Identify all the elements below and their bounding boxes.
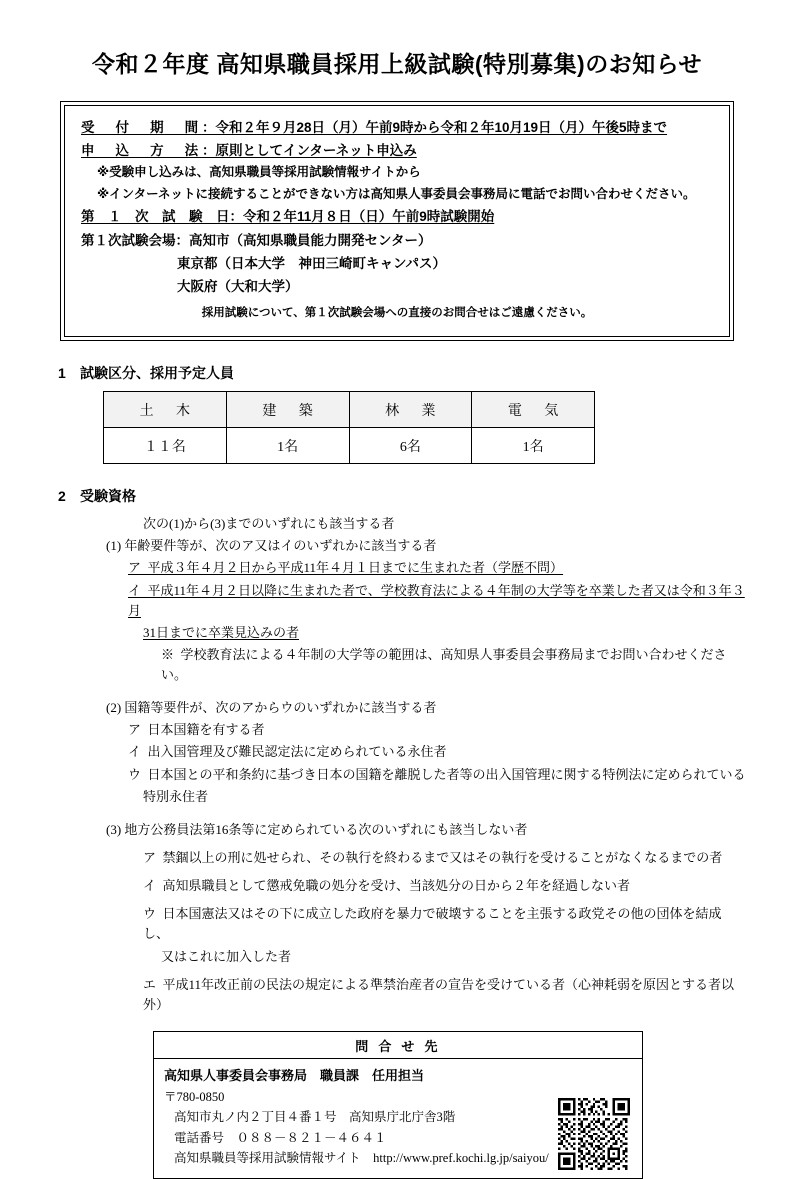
eligibility-item-2-text: 国籍等要件が、次のアからウのいずれかに該当する者 (124, 700, 437, 716)
contact-title: 問 合 せ 先 (154, 1032, 642, 1059)
eligibility-item-2-sub-b-marker: イ (128, 744, 142, 760)
qr-code-icon (558, 1098, 630, 1170)
section-1-heading (58, 363, 746, 383)
eligibility-item-3-marker: (3) (106, 821, 122, 837)
eligibility-item-1-note (161, 645, 746, 685)
eligibility-item-1-sub-b (128, 581, 746, 621)
eligibility-item-3-sub-d (143, 975, 746, 1015)
eligibility-item-1-sub-a (128, 558, 746, 578)
eligibility-item-2 (106, 698, 746, 718)
eligibility-item-1-note-marker: ※ (161, 646, 175, 662)
notice-line-venue-tokyo: 東京都（日本大学 神田三崎町キャンパス） (177, 255, 447, 271)
notice-label-application: 申 込 方 法 (81, 143, 202, 159)
eligibility-item-1-text: 年齢要件等が、次のア又はイのいずれかに該当する者 (124, 538, 437, 554)
section-1-title: 試験区分、採用予定人員 (80, 365, 234, 382)
eligibility-item-3-sub-c-marker: ウ (143, 906, 157, 922)
notice-label-venue: 第１次試験会場 (81, 232, 176, 248)
eligibility-item-3-sub-d-marker: エ (143, 976, 157, 992)
eligibility-item-3-sub-a-text: 禁錮以上の刑に処せられ、その執行を終わるまで又はその執行を受けることがなくなるまでの者 (162, 850, 723, 866)
eligibility-item-2-sub-a (128, 720, 746, 740)
eligibility-item-1-marker: (1) (106, 538, 122, 554)
table-cell-electrical-count: 1名 (472, 428, 595, 464)
eligibility-item-3-sub-d-text: 平成11年改正前の民法の規定による準禁治産者の宣告を受けている者（心神耗弱を原因とする者以外） (143, 976, 735, 1012)
eligibility-item-3-sub-a (143, 848, 746, 868)
notice-line-exam-date (81, 205, 713, 228)
table-cell-architecture-count: 1名 (226, 428, 349, 464)
job-categories-table (103, 391, 595, 464)
eligibility-item-2-sub-b (128, 742, 746, 762)
notice-label-exam-date: 第 １ 次 試 験 日 (81, 209, 230, 225)
notice-line-application (81, 139, 713, 162)
notice-text-application: ：原則としてインターネット申込み (201, 143, 417, 159)
notice-line-note1: ※受験申し込みは、高知県職員等採用試験情報サイトから (97, 165, 421, 180)
table-row (104, 428, 595, 464)
eligibility-item-2-sub-a-marker: ア (128, 722, 142, 738)
eligibility-item-1-sub-b-text: 平成11年４月２日以降に生まれた者で、学校教育法による４年制の大学等を卒業した者又は令和３年３月 (128, 582, 745, 618)
eligibility-item-1 (106, 536, 746, 556)
table-cell-forestry-count: 6名 (349, 428, 472, 464)
table-header-civil: 土 木 (104, 392, 227, 428)
contact-phone: 電話番号 ０８８－８２１－４６４１ (174, 1130, 387, 1145)
table-cell-civil-count: １１名 (104, 428, 227, 464)
notice-box (60, 101, 734, 341)
eligibility-item-1-sub-b-cont: 31日までに卒業見込みの者 (143, 624, 300, 640)
contact-address: 高知市丸ノ内２丁目４番１号 高知県庁北庁舎3階 (174, 1110, 456, 1125)
section-2-title: 受験資格 (80, 488, 136, 505)
contact-body (154, 1059, 642, 1178)
eligibility-item-1-note-text: 学校教育法による４年制の大学等の範囲は、高知県人事委員会事務局までお問い合わせください。 (161, 646, 727, 683)
table-header-electrical: 電 気 (472, 392, 595, 428)
eligibility-item-2-sub-c-marker: ウ (128, 766, 142, 782)
page-title: 令和２年度 高知県職員採用上級試験(特別募集)のお知らせ (91, 51, 703, 77)
eligibility-item-3-text: 地方公務員法第16条等に定められている次のいずれにも該当しない者 (124, 821, 528, 837)
eligibility-item-2-sub-c (128, 765, 746, 785)
eligibility-item-3-sub-c-text: 日本国憲法又はその下に成立した政府を暴力で破壊することを主張する政党その他の団体を結成し、 (143, 906, 722, 942)
contact-box (153, 1031, 643, 1179)
eligibility-item-3-sub-c (143, 904, 746, 944)
eligibility-item-2-sub-a-text: 日本国籍を有する者 (147, 722, 265, 738)
eligibility-item-3-sub-a-marker: ア (143, 850, 157, 866)
eligibility-item-1-sub-a-text: 平成３年４月２日から平成11年４月１日までに生まれた者（学歴不問） (147, 560, 564, 576)
notice-line-reception (81, 116, 713, 139)
notice-text-venue: ：高知市（高知県職員能力開発センター） (175, 232, 432, 248)
table-row-header (104, 392, 595, 428)
section-2-body (48, 514, 746, 1015)
contact-postal-code: 〒780-0850 (164, 1090, 225, 1105)
eligibility-item-3 (106, 820, 746, 840)
notice-footnote: 採用試験について、第１次試験会場への直接のお問合せはご遠慮ください。 (201, 307, 593, 320)
eligibility-item-3-sub-b (143, 876, 746, 896)
table-header-architecture: 建 築 (226, 392, 349, 428)
notice-text-reception: ：令和２年９月28日（月）午前9時から令和２年10月19日（月）午後5時まで (201, 120, 668, 135)
eligibility-item-1-sub-b-marker: イ (128, 582, 142, 598)
notice-line-venue (81, 229, 713, 252)
contact-organization: 高知県人事委員会事務局 職員課 任用担当 (164, 1068, 425, 1084)
eligibility-item-3-sub-c-cont: 又はこれに加入した者 (161, 948, 292, 964)
eligibility-item-2-sub-b-text: 出入国管理及び難民認定法に定められている永住者 (147, 744, 447, 760)
eligibility-item-2-marker: (2) (106, 700, 122, 716)
notice-line-venue-osaka: 大阪府（大和大学） (177, 279, 299, 295)
qr-code-svg (558, 1098, 630, 1170)
section-2-number: 2 (58, 488, 66, 505)
contact-website: 高知県職員等採用試験情報サイト http://www.pref.kochi.lg.jp/saiyou/ (174, 1150, 549, 1165)
eligibility-item-2-sub-c-text: 日本国との平和条約に基づき日本の国籍を離脱した者等の出入国管理に関する特例法に定められている (147, 766, 746, 782)
notice-text-exam-date: ：令和２年11月８日（日）午前9時試験開始 (229, 209, 495, 225)
eligibility-item-3-sub-b-text: 高知県職員として懲戒免職の処分を受け、当該処分の日から２年を経過しない者 (162, 878, 630, 894)
eligibility-lead: 次の(1)から(3)までのいずれにも該当する者 (143, 516, 395, 532)
eligibility-item-1-sub-a-marker: ア (128, 560, 142, 576)
eligibility-item-2-sub-c-cont: 特別永住者 (143, 788, 209, 804)
section-1-number: 1 (58, 365, 66, 382)
section-2-heading (58, 486, 746, 506)
table-header-forestry: 林 業 (349, 392, 472, 428)
notice-label-reception: 受 付 期 間 (81, 120, 202, 135)
notice-line-note2: ※インターネットに接続することができない方は高知県人事委員会事務局に電話でお問い合わせください。 (97, 186, 696, 201)
eligibility-item-3-sub-b-marker: イ (143, 878, 157, 894)
